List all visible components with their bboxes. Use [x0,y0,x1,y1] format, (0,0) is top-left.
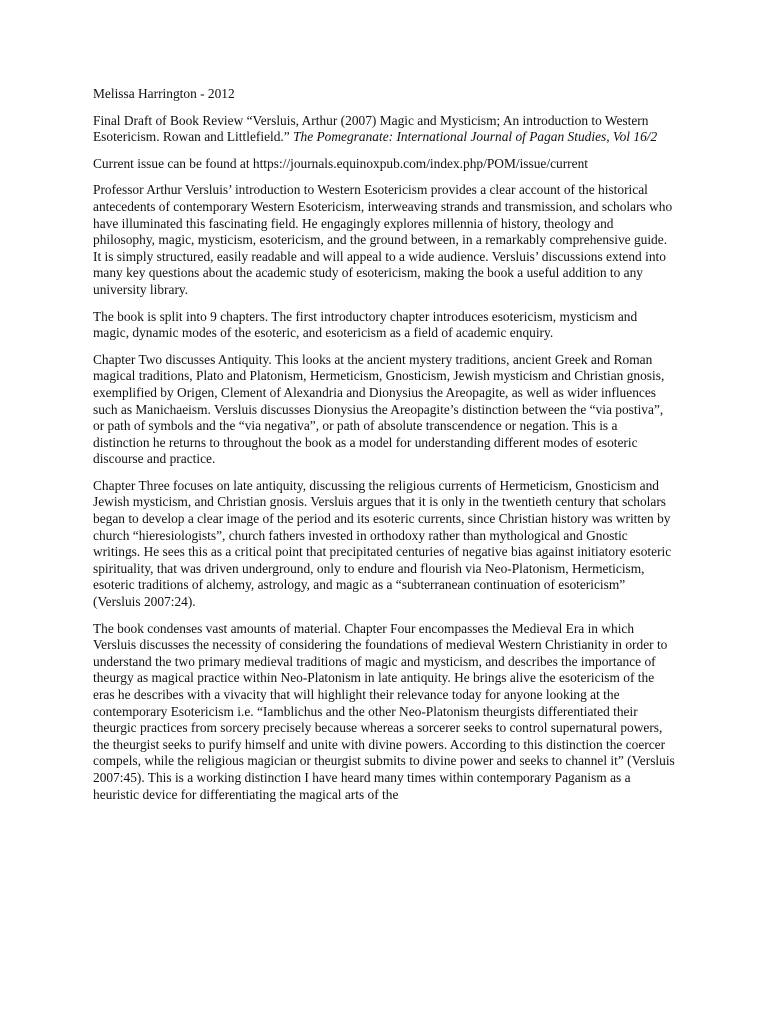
author-line: Melissa Harrington - 2012 [93,86,235,101]
paragraph-chapter-two: Chapter Two discusses Antiquity. This looks at the ancient mystery traditions, ancient Greek and Roman magical traditions, Plato and Platonism, Hermeticism, Gnosticism, Jewish mysticism and Christian gnosis, exemplified by Origen, Clement of Alexandria and Dionysius the Areopagite, as well as wider influences such as Manichaeism. Versluis discusses Dionysius the Areopagite’s distinction between the “via postiva”, or path of symbols and the “via negativa”, or path of absolute transcendence or negation. This is a distinction he returns to throughout the book as a model for understanding different modes of esoteric discourse and practice. [93,351,665,467]
journal-title: The Pomegranate: International Journal of Pagan Studies, Vol 16/2 [293,129,658,145]
current-issue-line: Current issue can be found at https://journals.equinoxpub.com/index.php/POM/issue/current [93,155,589,171]
paragraph-intro: Professor Arthur Versluis’ introduction to Western Esotericism provides a clear account of the historical antecedents of contemporary Western Esotericism, interweaving strands and transmission, and scholars who have illuminated this fascinating field. He engagingly explores millennia of history, theology and philosophy, magic, mysticism, esotericism, and the ground between, in a remarkably comprehensive guide. It is simply structured, easily readable and will appeal to a wide audience. Versluis’ discussions extend into many key questions about the academic study of esotericism, making the book a useful addition to any university library. [93,182,673,297]
document-page [93,86,675,803]
paragraph-structure: The book is split into 9 chapters. The first introductory chapter introduces esotericism, mysticism and magic, dynamic modes of the esoteric, and esotericism as a field of academic enquiry. [93,308,638,341]
paragraph-chapter-four: The book condenses vast amounts of material. Chapter Four encompasses the Medieval Era in which Versluis discusses the necessity of considering the foundations of medieval Western Christianity in order to understand the two primary medieval traditions of magic and mysticism, and describes the importance of theurgy as magical practice within Neo-Platonism in late antiquity. He brings alive the esotericism of the eras he describes with a vivacity that will highlight their relevance today for anyone looking at the contemporary Esotericism i.e. “Iamblichus and the other Neo-Platonism theurgists differentiated their theurgic practices from sorcery precisely because whereas a sorcerer seeks to control supernatural powers, the theurgist seeks to purify himself and unite with divine powers. According to this distinction the coercer compels, while the religious magician or theurgist submits to divine power and seeks to channel it” (Versluis 2007:45). This is a working distinction I have heard many times within contemporary Paganism as a heuristic device for differentiating the magical arts of the [93,620,675,802]
citation [93,113,675,146]
citation-prefix: Final Draft of Book Review “Versluis, Arthur (2007) Magic and Mysticism; An introduction to Western Esotericism. Rowan and Littlefield.” [93,112,649,145]
paragraph-chapter-three: Chapter Three focuses on late antiquity, discussing the religious currents of Hermeticism, Gnosticism and Jewish mysticism, and Christian gnosis. Versluis argues that it is only in the twentieth century that scholars began to develop a clear image of the period and its esoteric currents, since Christian history was written by church “hieresiologists”, church fathers invested in orthodoxy rather than mythological and Gnostic writings. He sees this as a critical point that precipitated centuries of negative bias against initiatory esoteric spirituality, that was driven underground, only to endure and flourish via Neo-Platonism, Hermeticism, esoteric traditions of alchemy, astrology, and magic as a “subterranean continuation of esotericism” (Versluis 2007:24). [93,477,672,610]
